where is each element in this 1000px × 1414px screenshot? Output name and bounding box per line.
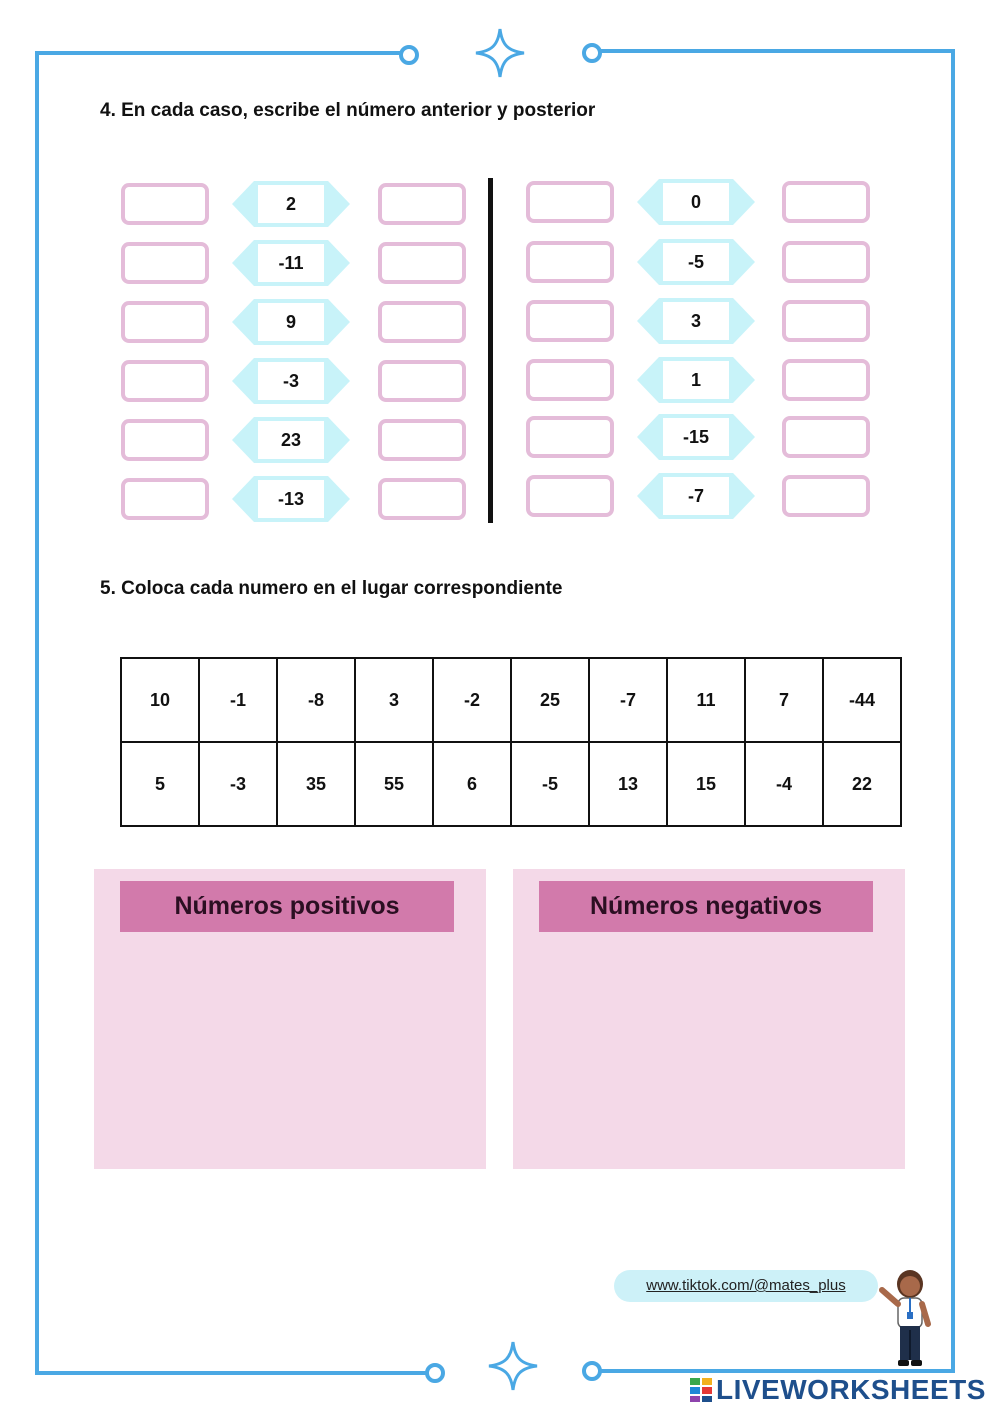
number-tag-value: -5	[687, 252, 704, 272]
number-tag-value: 2	[285, 194, 296, 214]
number-tag-value: 0	[690, 192, 701, 212]
number-tag	[637, 414, 755, 460]
section-5-title: 5. Coloca cada numero en el lugar correspondiente	[100, 578, 563, 599]
answer-box-before[interactable]	[526, 241, 614, 283]
number-cell[interactable]: 35	[277, 742, 355, 826]
number-cell[interactable]: 55	[355, 742, 433, 826]
section-4-title: 4. En cada caso, escribe el número anterior y posterior	[100, 100, 596, 121]
frame-dot-bottom-left	[425, 1363, 445, 1383]
number-cell[interactable]: -8	[277, 658, 355, 742]
teacher-avatar-icon	[876, 1268, 940, 1372]
answer-box-before[interactable]	[121, 419, 209, 461]
answer-box-after[interactable]	[782, 359, 870, 401]
answer-box-after[interactable]	[782, 181, 870, 223]
number-tag-value: -11	[278, 253, 304, 273]
number-tag-value: 1	[690, 370, 701, 390]
number-tag-value: -13	[277, 489, 304, 509]
number-cell[interactable]: 5	[121, 742, 199, 826]
answer-box-after[interactable]	[782, 416, 870, 458]
answer-box-after[interactable]	[378, 419, 466, 461]
frame-top-right	[598, 49, 955, 53]
negative-numbers-header: Números negativos	[539, 881, 873, 932]
frame-dot-top-right	[582, 43, 602, 63]
number-cell[interactable]: -3	[199, 742, 277, 826]
number-tag	[637, 473, 755, 519]
sparkle-star-icon-top	[474, 27, 526, 79]
number-cell[interactable]: -1	[199, 658, 277, 742]
number-cell[interactable]: 6	[433, 742, 511, 826]
number-cell[interactable]: 10	[121, 658, 199, 742]
number-tag	[637, 179, 755, 225]
number-tag	[232, 358, 350, 404]
number-tag-value: 3	[690, 311, 701, 331]
number-cell[interactable]: 25	[511, 658, 589, 742]
answer-box-after[interactable]	[378, 478, 466, 520]
answer-box-after[interactable]	[378, 301, 466, 343]
section-4-divider	[488, 178, 493, 523]
number-tag	[232, 417, 350, 463]
frame-bottom-left	[35, 1371, 427, 1375]
number-tag	[637, 298, 755, 344]
answer-box-before[interactable]	[121, 478, 209, 520]
negative-numbers-panel[interactable]	[513, 869, 905, 1169]
number-tag-value: -7	[687, 486, 704, 506]
number-tag-value: 23	[280, 430, 302, 450]
positive-numbers-header: Números positivos	[120, 881, 454, 932]
number-tag-value: -3	[282, 371, 299, 391]
frame-top-left	[35, 51, 403, 55]
frame-left	[35, 51, 39, 1375]
answer-box-before[interactable]	[526, 416, 614, 458]
number-cell[interactable]: 7	[745, 658, 823, 742]
number-cell[interactable]: 11	[667, 658, 745, 742]
number-cell[interactable]: -44	[823, 658, 901, 742]
number-cell[interactable]: 13	[589, 742, 667, 826]
number-cell[interactable]: 3	[355, 658, 433, 742]
liveworksheets-text: LIVEWORKSHEETS	[716, 1374, 986, 1405]
answer-box-before[interactable]	[121, 301, 209, 343]
number-cell[interactable]: -4	[745, 742, 823, 826]
table-row	[121, 658, 901, 742]
answer-box-before[interactable]	[526, 359, 614, 401]
answer-box-after[interactable]	[782, 475, 870, 517]
number-cell[interactable]: 15	[667, 742, 745, 826]
frame-dot-top-left	[399, 45, 419, 65]
answer-box-before[interactable]	[526, 300, 614, 342]
answer-box-after[interactable]	[378, 242, 466, 284]
sparkle-star-icon-bottom	[487, 1340, 539, 1392]
answer-box-after[interactable]	[378, 183, 466, 225]
answer-box-after[interactable]	[782, 300, 870, 342]
number-tag-value: 9	[285, 312, 296, 332]
answer-box-before[interactable]	[121, 242, 209, 284]
number-tag	[637, 357, 755, 403]
liveworksheets-logo-icon	[690, 1378, 712, 1402]
answer-box-before[interactable]	[121, 360, 209, 402]
number-tag	[232, 181, 350, 227]
answer-box-before[interactable]	[121, 183, 209, 225]
numbers-table	[120, 657, 902, 827]
answer-box-before[interactable]	[526, 181, 614, 223]
number-tag	[232, 240, 350, 286]
number-cell[interactable]: -5	[511, 742, 589, 826]
number-cell[interactable]: -7	[589, 658, 667, 742]
number-cell[interactable]: 22	[823, 742, 901, 826]
answer-box-before[interactable]	[526, 475, 614, 517]
positive-numbers-panel[interactable]	[94, 869, 486, 1169]
table-row	[121, 742, 901, 826]
number-cell[interactable]: -2	[433, 658, 511, 742]
number-tag	[232, 299, 350, 345]
tiktok-link[interactable]: www.tiktok.com/@mates_plus	[614, 1270, 878, 1302]
frame-right	[951, 49, 955, 1373]
number-tag	[637, 239, 755, 285]
answer-box-after[interactable]	[378, 360, 466, 402]
number-tag	[232, 476, 350, 522]
number-tag-value: -15	[682, 427, 709, 447]
answer-box-after[interactable]	[782, 241, 870, 283]
